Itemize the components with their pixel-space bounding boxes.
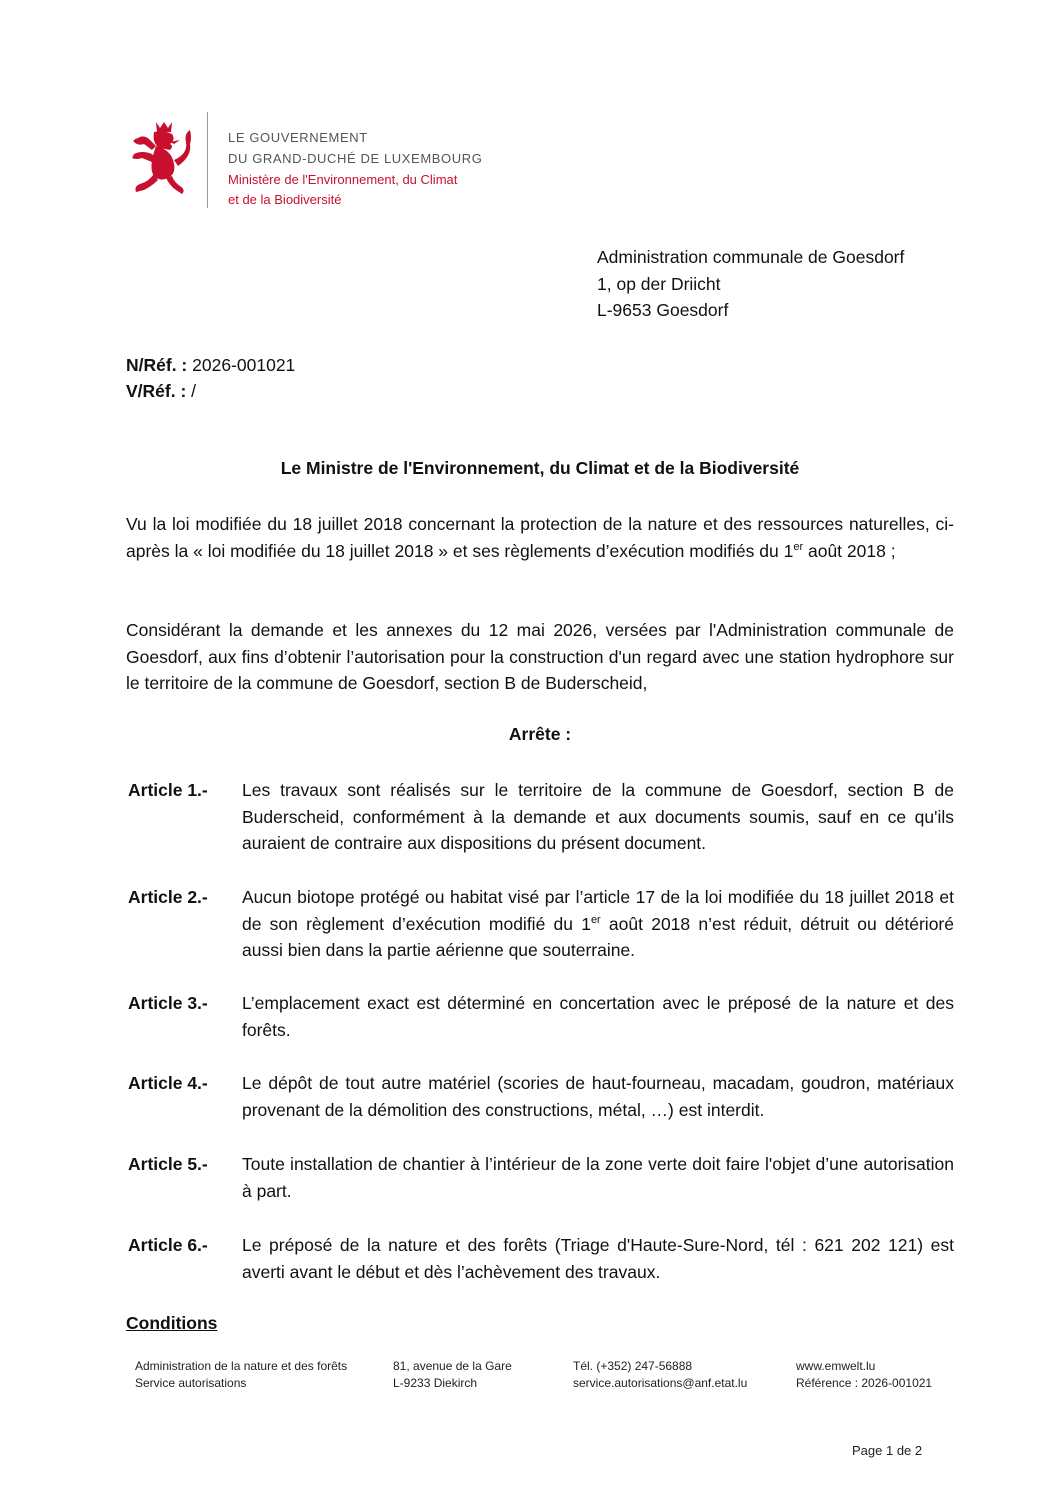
footer-line: L-9233 Diekirch: [393, 1376, 478, 1390]
your-reference-label: V/Réf. :: [126, 381, 187, 401]
our-reference-value: 2026-001021: [192, 355, 296, 375]
footer-web: [796, 1358, 932, 1392]
article-text: Les travaux sont réalisés sur le territoire de la commune de Goesdorf, section B de Buderscheid, conformément à la demande et aux documents soumis, sauf en ce qu'ils auraient de contraire aux dispositions du présent document.: [242, 780, 954, 853]
footer-website: www.emwelt.lu: [796, 1359, 876, 1373]
red-lion-icon: [130, 120, 192, 196]
government-name-line1: LE GOUVERNEMENT: [228, 130, 368, 145]
footer-phone: Tél. (+352) 247-56888: [573, 1359, 693, 1373]
recipient-address: [597, 244, 904, 324]
recipient-line: Administration communale de Goesdorf: [597, 247, 905, 267]
article-number: Article 2.-: [128, 887, 208, 907]
superscript: er: [590, 913, 601, 926]
superscript: er: [793, 540, 804, 553]
your-reference: [126, 378, 295, 404]
article-text: Le dépôt de tout autre matériel (scories de haut-fourneau, macadam, goudron, matériaux provenant de la démolition des constructions, métal, …) est interdit.: [242, 1073, 954, 1120]
arrete-heading: Arrête :: [508, 724, 572, 744]
footer-agency: [135, 1358, 347, 1392]
article-number: Article 1.-: [128, 780, 208, 800]
article-text: Le préposé de la nature et des forêts (Triage d'Haute-Sure-Nord, tél : 621 202 121) est averti avant le début et dès l’achèvement des travaux.: [242, 1235, 954, 1282]
article-number: Article 4.-: [128, 1073, 208, 1093]
article-number: Article 6.-: [128, 1235, 208, 1255]
government-name-line2: DU GRAND-DUCHÉ DE LUXEMBOURG: [228, 151, 483, 166]
header-divider: [207, 112, 208, 208]
recipient-line: L-9653 Goesdorf: [597, 300, 729, 320]
page-number: Page 1 de 2: [852, 1443, 923, 1458]
recipient-line: 1, op der Driicht: [597, 273, 721, 294]
footer-reference: Référence : 2026-001021: [796, 1376, 933, 1390]
footer-contact: [573, 1358, 747, 1392]
document-title: Le Ministre de l'Environnement, du Climat et de la Biodiversité: [280, 458, 800, 478]
paragraph-text: Vu la loi modifiée du 18 juillet 2018 concernant la protection de la nature et des ressources naturelles, ci-après la « loi modifiée du 18 juillet 2018 » et ses règlements d’exécution modifiés du 1: [126, 514, 954, 561]
article-text-part: août 2018 n’est réduit, détruit ou détérioré aussi bien dans la partie aérienne que souterraine.: [242, 913, 954, 960]
article-text: [242, 884, 954, 964]
footer-address: [393, 1358, 512, 1392]
article-text: Toute installation de chantier à l’intérieur de la zone verte doit faire l'objet d’une autorisation à part.: [242, 1154, 954, 1201]
footer-line: Service autorisations: [135, 1376, 247, 1390]
article-number: Article 3.-: [128, 993, 208, 1013]
paragraph-vu: [126, 511, 954, 564]
article-text-part: Aucun biotope protégé ou habitat visé par l’article 17 de la loi modifiée du 18 juillet 2018 et de son règlement d’exécution modifié du 1: [242, 887, 954, 934]
conditions-heading: Conditions: [126, 1313, 218, 1333]
our-reference: [126, 352, 295, 378]
paragraph-text: août 2018 ;: [803, 540, 896, 561]
article-text: L’emplacement exact est déterminé en concertation avec le préposé de la nature et des forêts.: [242, 993, 954, 1040]
our-reference-label: N/Réf. :: [126, 355, 188, 375]
article-number: Article 5.-: [128, 1154, 208, 1174]
references: [126, 352, 295, 404]
ministry-name-line1: Ministère de l'Environnement, du Climat: [228, 172, 458, 187]
footer-line: 81, avenue de la Gare: [393, 1359, 512, 1373]
your-reference-value: /: [191, 381, 197, 401]
footer-email: service.autorisations@anf.etat.lu: [573, 1376, 748, 1390]
footer-line: Administration de la nature et des forêts: [135, 1359, 348, 1373]
ministry-name-line2: et de la Biodiversité: [228, 192, 342, 207]
paragraph-considerant: Considérant la demande et les annexes du 12 mai 2026, versées par l'Administration communale de Goesdorf, aux fins d’obtenir l’autorisation pour la construction d'un regard avec une station hydrophore sur le territoire de la commune de Goesdorf, section B de Buderscheid,: [126, 620, 954, 693]
